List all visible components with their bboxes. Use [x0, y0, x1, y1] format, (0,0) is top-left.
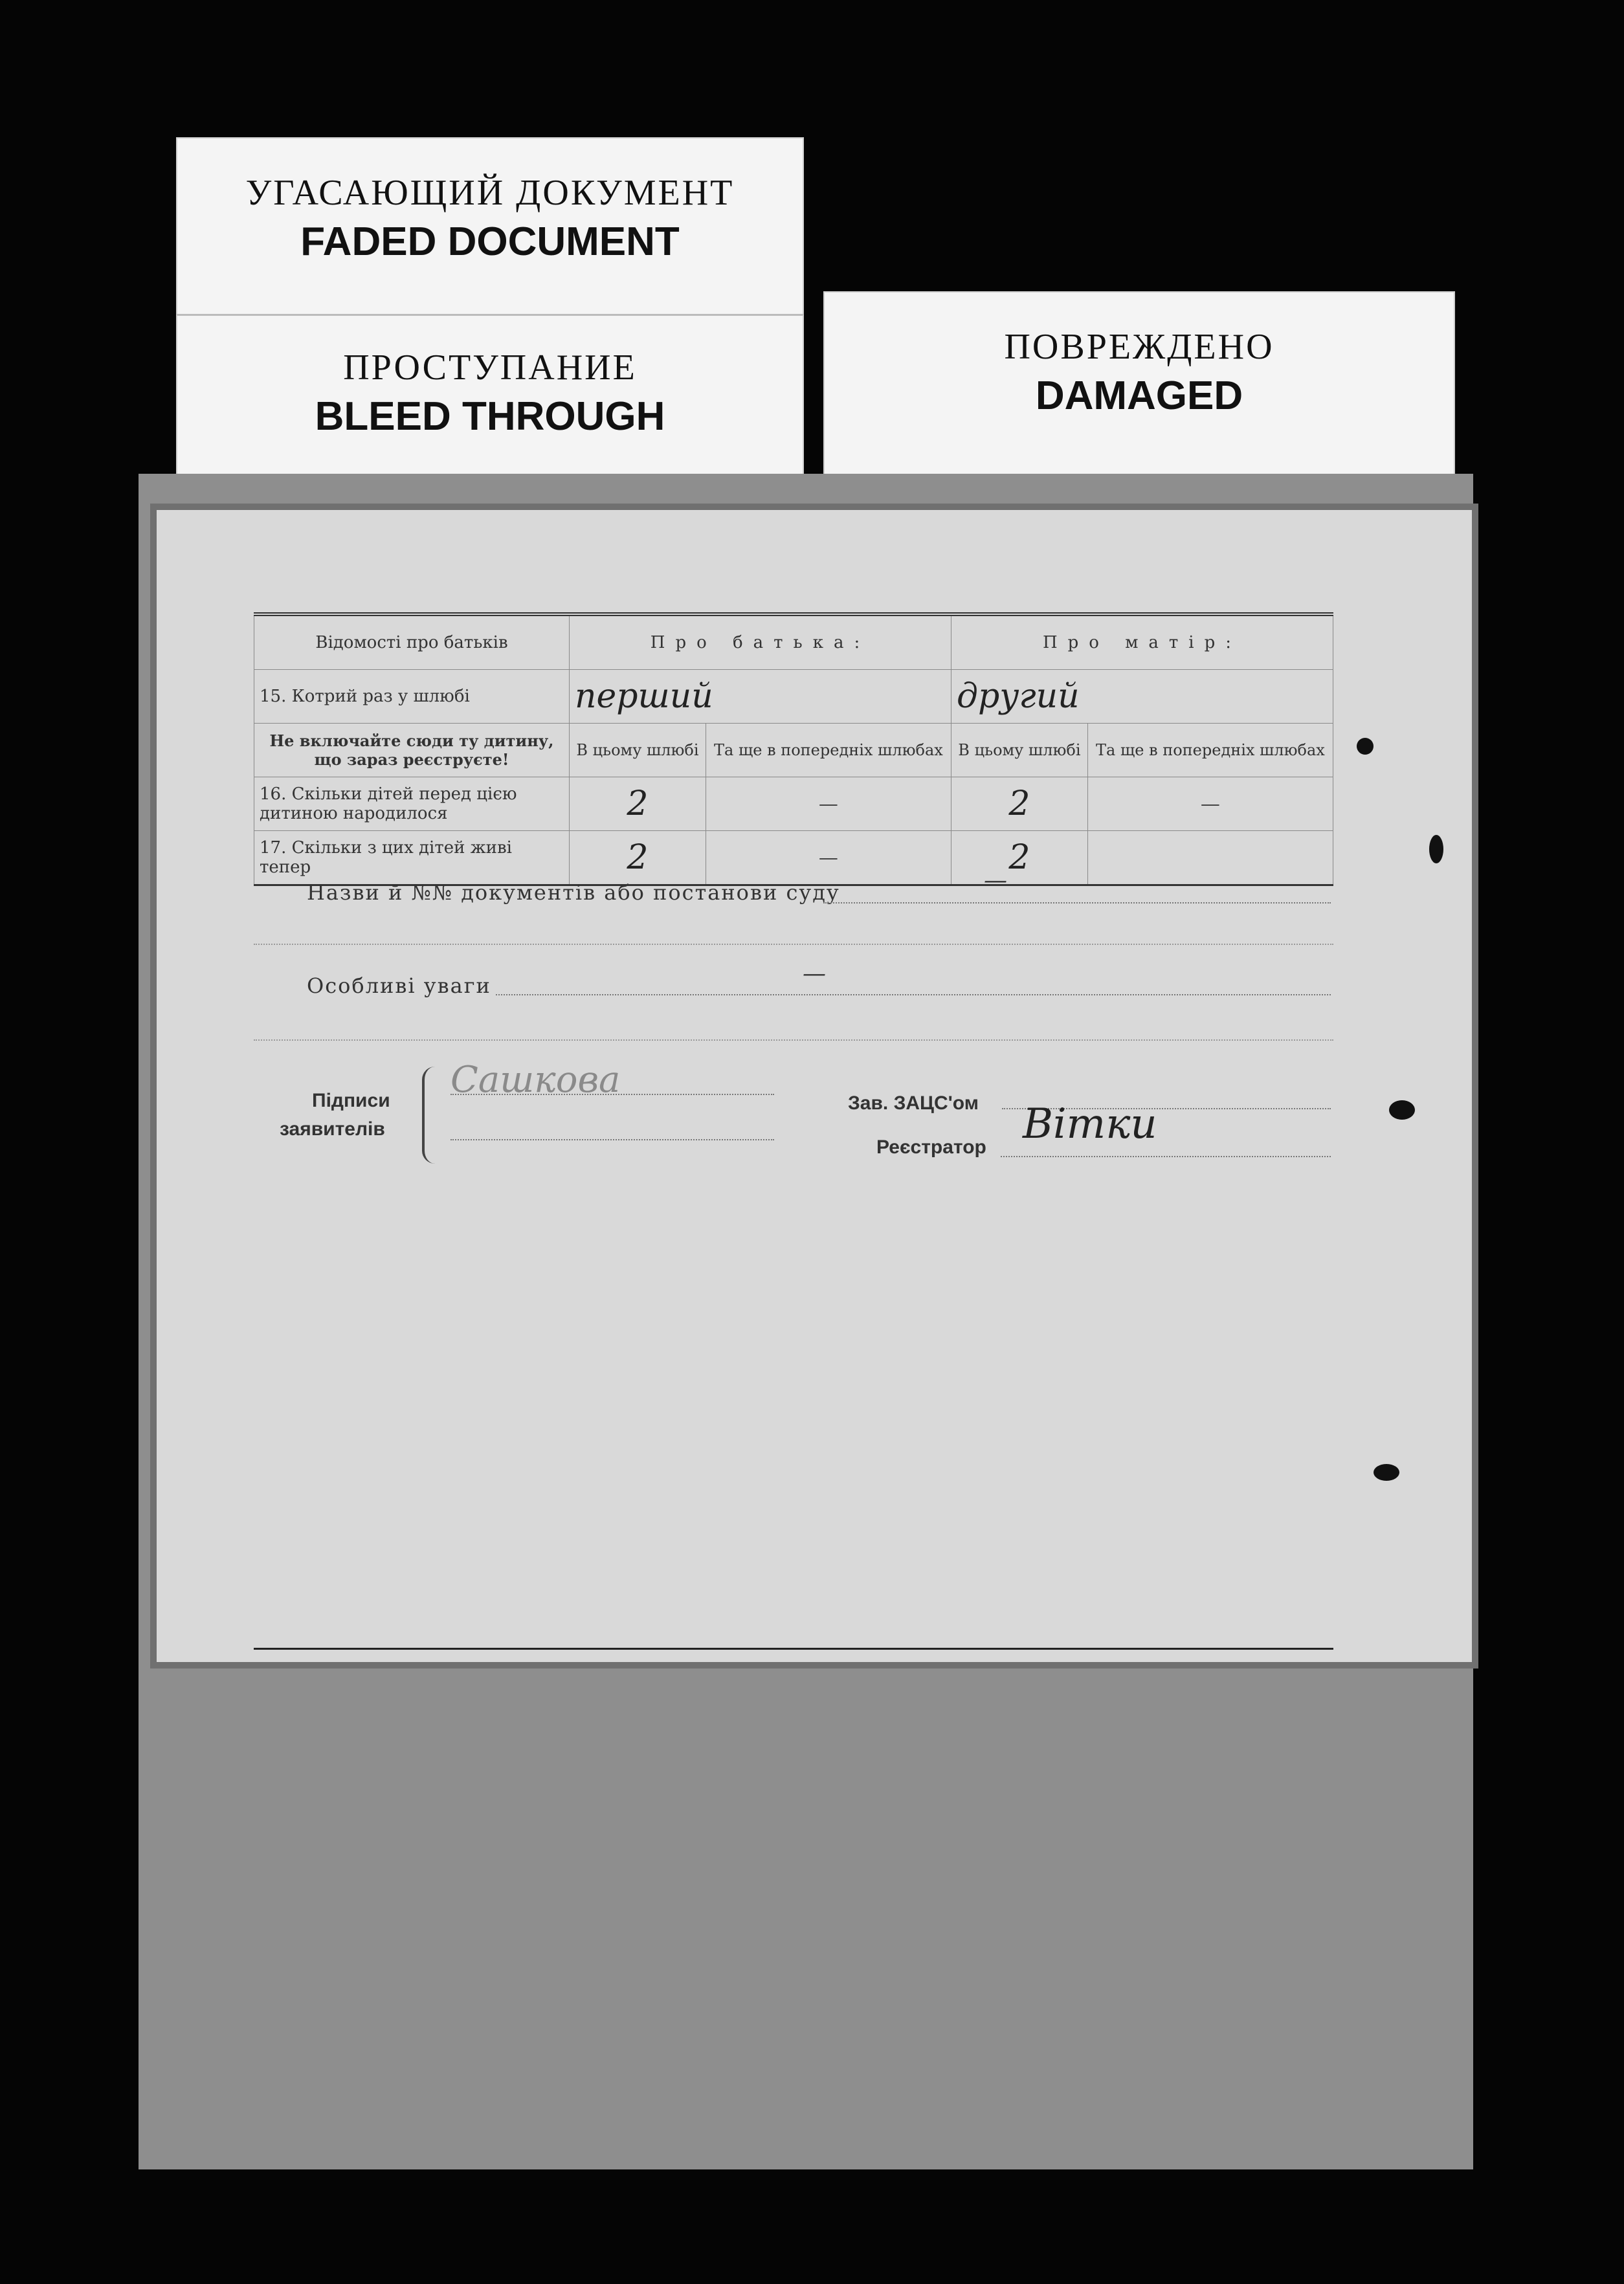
faded-label-en: FADED DOCUMENT: [300, 219, 680, 264]
signatures-label-line1: Підписи: [312, 1090, 390, 1111]
row16-father-this: 2: [570, 777, 706, 831]
parents-table: [254, 612, 1333, 886]
header-parents-info: Відомості про батьків: [254, 614, 570, 670]
row16-label: 16. Скільки дітей перед цією дитиною народилося: [254, 777, 570, 831]
row16-mother-prev: —: [1087, 777, 1333, 831]
bleed-label-en: BLEED THROUGH: [315, 394, 665, 439]
row17-mother-prev: [1087, 831, 1333, 885]
registrar-signature: Вітки: [1023, 1100, 1157, 1148]
row17-father-this: 2: [570, 831, 706, 885]
head-zags-label: Зав. ЗАЦС'ом: [848, 1092, 979, 1114]
table-header-row: [254, 614, 1333, 670]
table-row-15: [254, 670, 1333, 724]
applicant-sig-line-1: [450, 1094, 774, 1095]
faded-label-ru: УГАСАЮЩИЙ ДОКУМЕНТ: [245, 173, 735, 213]
damage-hole: [1389, 1100, 1415, 1120]
exclude-child-note: Не включайте сюди ту дитину, що зараз реєструєте!: [254, 724, 570, 777]
parents-info-form: [254, 612, 1333, 886]
row16-mother-this: 2: [951, 777, 1087, 831]
table-row-17: [254, 831, 1333, 885]
damaged-label-ru: ПОВРЕЖДЕНО: [1004, 327, 1274, 367]
registrar-label: Реєстратор: [876, 1136, 986, 1158]
damage-hole: [1357, 738, 1374, 755]
bleed-label-ru: ПРОСТУПАНИЕ: [343, 348, 637, 388]
signatures-label-line2: заявителів: [280, 1118, 385, 1140]
subheader-father-prev: Та ще в попередніх шлюбах: [706, 724, 951, 777]
remarks-label: Особливі уваги: [307, 973, 491, 998]
row17-father-prev: —: [706, 831, 951, 885]
subheader-mother-this: В цьому шлюбі: [951, 724, 1087, 777]
subheader-mother-prev: Та ще в попередніх шлюбах: [1087, 724, 1333, 777]
remarks-separator: [254, 1039, 1333, 1041]
damaged-label-en: DAMAGED: [1035, 373, 1243, 418]
row16-father-prev: —: [706, 777, 951, 831]
documents-label: Назви й №№ документів або постанови суду: [307, 880, 840, 905]
faded-document-label: [176, 137, 804, 324]
row15-mother-value: другий: [951, 670, 1333, 724]
row17-mother-this: 2: [951, 831, 1087, 885]
header-mother: Про матір:: [951, 614, 1333, 670]
row15-father-value: перший: [570, 670, 951, 724]
header-father: Про батька:: [570, 614, 951, 670]
footer-rule: [254, 1648, 1333, 1650]
bleed-through-label: [176, 314, 804, 485]
remarks-line: [496, 994, 1331, 995]
table-row-16: [254, 777, 1333, 831]
applicant-sig-line-2: [450, 1139, 774, 1140]
damaged-label: [823, 291, 1455, 483]
damage-hole: [1374, 1464, 1399, 1481]
row15-label: 15. Котрий раз у шлюбі: [254, 670, 570, 724]
documents-line: [823, 902, 1331, 904]
table-note-row: [254, 724, 1333, 777]
remarks-value: —: [803, 960, 827, 987]
signatures-brace: [422, 1067, 441, 1164]
subheader-father-this: В цьому шлюбі: [570, 724, 706, 777]
documents-value: —: [984, 867, 1008, 894]
row17-label: 17. Скільки з цих дітей живі тепер: [254, 831, 570, 885]
applicant-signature: Сашковa: [450, 1059, 621, 1101]
damage-hole: [1429, 835, 1443, 863]
registrar-line: [1001, 1156, 1331, 1157]
documents-separator: [254, 944, 1333, 945]
